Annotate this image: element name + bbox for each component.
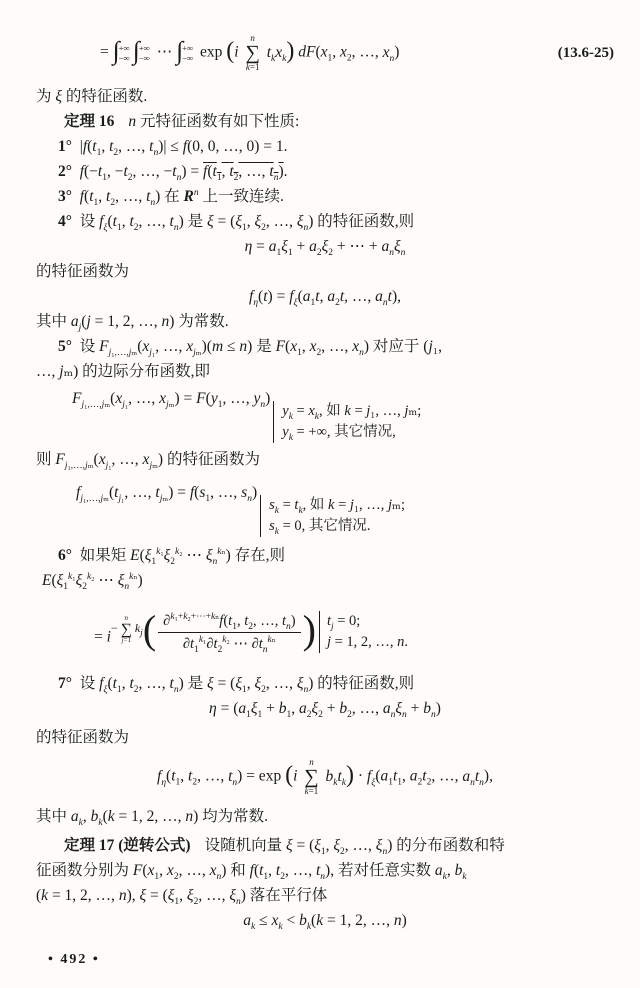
- equation-number-tag: (13.6-25): [557, 44, 614, 61]
- theorem-17-heading: [36, 833, 614, 858]
- equation-13-6-25: [36, 32, 614, 74]
- theorem-16-label: 定理 16: [64, 113, 115, 130]
- equation-marginal-conditions: [273, 401, 421, 443]
- theorem-17-line1: 设随机向量 $\xi = (\xi_1$, $\xi_2$, …, $\xi_n$) 的分布函数和特: [204, 837, 505, 858]
- equation-marginal-cf-conditions: [260, 495, 405, 537]
- equation-marginal-distribution: [36, 386, 614, 443]
- theorem-17-label: 定理 17 (逆转公式): [64, 837, 191, 855]
- paragraph-intro: 为 ξ 的特征函数.: [36, 88, 148, 105]
- property-3: 3° $f(t_1$, $t_2$, …, $t_n$) 在 $R^n$ 上一致连续.: [58, 187, 284, 209]
- property-5-line1: 5° 设 $F_{j_1,\dots,j_m}(x_{j_1}$, …, $x_{j_m})(m \le n)$ 是 $F(x_1$, $x_2$, …, $x_n$) 对应于 (j₁,: [58, 338, 443, 359]
- moment-condition-2: j = 1, 2, …, n.: [326, 634, 409, 650]
- property-7: 7° 设 $f_\xi(t_1$, $t_2$, …, $t_n$) 是 $\xi = (\xi_1$, $\xi_2$, …, $\xi_n$) 的特征函数,则: [58, 675, 415, 696]
- equation-f-eta-exp: $f_\eta(t_1$, $t_2$, …, $t_n) = \exp (i$ n ∑ k=1 $b_kt_k) \cdot f_\xi(a_1t_1$, $a_2t_2$, …, $a_nt_n$),: [157, 757, 493, 797]
- equation-moment-derivative: = $i^{- n \sum j=1 k_j}$ ( $\frac{\partial^{k_1+k_2+\cdots+k_n}f(t_1, t_2, \dots, t_n)}{\partial t_1^{k_1}\partial t_2^{k_2} \cdots \partial t_n^{k_n}}$ ) $t_j = 0$; j = 1, 2, …, n.: [94, 607, 409, 655]
- equation-eta-affine: $\eta = (a_1\xi_1 + b_1$, $a_2\xi_2 + b_2$, …, $a_n\xi_n + b_n$): [209, 700, 441, 721]
- fraction-numerator: $\partial^{k_1+k_2+\cdots+k_n}f(t_1$, $t_2$, …, $t_n$): [158, 611, 300, 633]
- moment-derivative-prefix: = $i^{- n \sum j=1 k_j}$: [94, 613, 143, 646]
- equation-f-eta-t: $f_\eta(t) = f_\xi(a_1t$, $a_2t$, …, $a_nt$),: [249, 288, 401, 309]
- theorem-16-statement: n 元特征函数有如下性质:: [128, 113, 300, 130]
- moment-derivative-conditions: [319, 611, 408, 653]
- property-2: 2° $f(-t_1$, $-t_2$, …, $-t_n) = f(t_1$, $t_2$, …, $t_n$).: [58, 163, 288, 184]
- paragraph-constants-2: 其中 $a_k$, $b_k(k = 1$, 2, …, n) 均为常数.: [36, 808, 269, 829]
- equation-parallelepiped: $a_k \le x_k < b_k(k = 1$, 2, …, n): [243, 912, 407, 933]
- paragraph-cf-intro-1: 的特征函数为: [36, 263, 130, 280]
- theorem-16-heading: [36, 109, 614, 134]
- equation-moment-lhs: $E(\xi_1^{k_1}\xi_2^{k_2}$ ⋯ $\xi_n^{k_n}$): [42, 571, 143, 593]
- equation-marginal-cf: [36, 480, 614, 537]
- theorem-17-line3: (k = 1, 2, …, n), $\xi = (\xi_1$, $\xi_2$, …, $\xi_n$) 落在平行体: [36, 887, 328, 908]
- property-4: 4° 设 $f_\xi(t_1$, $t_2$, …, $t_n$) 是 $\xi = (\xi_1$, $\xi_2$, …, $\xi_n$) 的特征函数,则: [58, 213, 415, 234]
- moment-condition-1: $t_j = 0$;: [326, 613, 361, 632]
- theorem-17-line2: 征函数分别为 $F(x_1$, $x_2$, …, $x_n$) 和 $f(t_1$, $t_2$, …, $t_n$), 若对任意实数 $a_k$, $b_k$: [36, 862, 467, 883]
- page-number: • 492 •: [48, 952, 100, 967]
- marginal-cf-condition-2: $s_k = 0$, 其它情况.: [269, 518, 371, 537]
- paragraph-constants-1: 其中 $a_j(j = 1$, 2, …, n) 为常数.: [36, 313, 229, 334]
- equation-marginal-math: $F_{j_1,\dots,j_m}(x_{j_1}$, …, $x_{j_m}) = F(y_1$, …, $y_n$): [72, 390, 271, 411]
- marginal-cf-condition-1: $s_k = t_k$, 如 k = j₁, …, jₘ;: [269, 497, 405, 516]
- paragraph-cf-intro-2: 的特征函数为: [36, 729, 130, 746]
- marginal-condition-1: $y_k = x_k$, 如 k = j₁, …, jₘ;: [282, 403, 422, 422]
- equation-13-6-25-math: = ∫ +∞ −∞ ∫ +∞ −∞ ⋯ ∫ +∞ −∞ exp (i n ∑ k=1 $t_kx_k$) $dF(x_1$, $x_2$, …, $x_n$): [100, 32, 400, 73]
- property-1: 1° $|f(t_1$, $t_2$, …, $t_n)| \le f(0$, 0, …, 0) = 1.: [58, 138, 288, 159]
- moment-derivative-fraction: [158, 611, 300, 654]
- fraction-denominator: $\partial t_1^{k_1}\partial t_2^{k_2}$ ⋯ $\partial t_n^{k_n}$: [182, 634, 276, 655]
- paragraph-then-marginal-cf: 则 $F_{j_1,\dots,j_m}(x_{j_1}$, …, $x_{j_m}$) 的特征函数为: [36, 451, 260, 472]
- property-6: 6° 如果矩 $E(\xi_1^{k_1}\xi_2^{k_2}$ ⋯ $\xi_n^{k_n}$) 存在,则: [58, 546, 285, 568]
- equation-marginal-cf-math: $f_{j_1,\dots,j_m}(t_{j_1}$, …, $t_{j_m}) = f(s_1$, …, $s_n$): [76, 484, 258, 505]
- marginal-condition-2: $y_k$ = +∞, 其它情况,: [282, 424, 396, 443]
- property-5-line2: …, jₘ) 的边际分布函数,即: [36, 363, 210, 380]
- equation-eta-linear: $\eta = a_1\xi_1 + a_2\xi_2$ + ⋯ + $a_n\xi_n$: [244, 238, 406, 259]
